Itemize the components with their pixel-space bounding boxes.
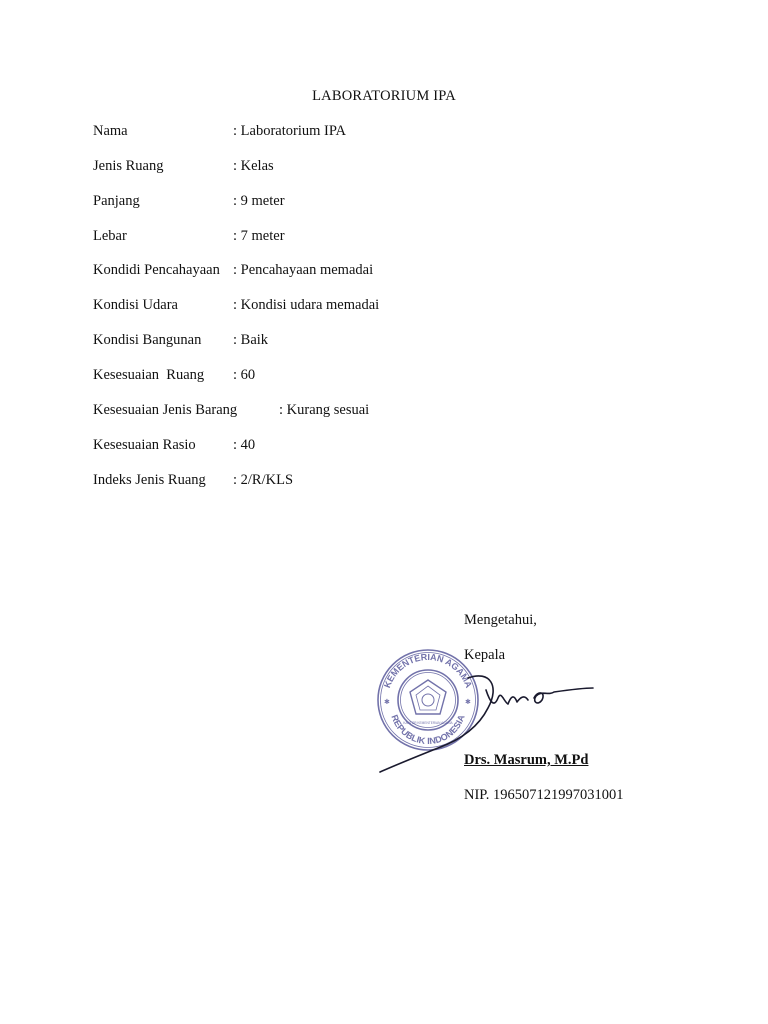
- field-value: : 2/R/KLS: [233, 472, 294, 488]
- field-label: Kondisi Udara: [93, 297, 178, 313]
- field-label: Panjang: [93, 193, 140, 209]
- field-value: : Kondisi udara memadai: [233, 297, 380, 313]
- field-label: Kondisi Bangunan: [93, 332, 202, 348]
- acknowledged-text: Mengetahui,: [464, 612, 537, 628]
- svg-text:KEMENTERIAN AGAMA: KEMENTERIAN AGAMA: [382, 651, 474, 690]
- field-label: Kesesuaian Rasio: [93, 437, 196, 453]
- field-value: : Kelas: [233, 158, 274, 174]
- field-label: Indeks Jenis Ruang: [93, 472, 206, 488]
- field-value: : Laboratorium IPA: [233, 123, 347, 139]
- document-title: LABORATORIUM IPA: [312, 88, 456, 104]
- field-value: : 7 meter: [233, 228, 285, 244]
- position-title: Kepala: [464, 647, 506, 663]
- field-label: Kondidi Pencahayaan: [93, 262, 220, 278]
- field-label: Lebar: [93, 228, 127, 244]
- svg-text:✱: ✱: [465, 698, 471, 706]
- field-value: : Pencahayaan memadai: [233, 262, 374, 278]
- signatory-name: Drs. Masrum, M.Pd: [464, 752, 589, 768]
- field-label: Kesesuaian Ruang: [93, 367, 205, 383]
- field-label: Kesesuaian Jenis Barang: [93, 402, 238, 418]
- svg-text:REPUBLIK INDONESIA: REPUBLIK INDONESIA: [389, 713, 467, 747]
- field-value: : Baik: [233, 332, 269, 348]
- field-value: : 60: [233, 367, 256, 383]
- field-value: : Kurang sesuai: [279, 402, 370, 418]
- field-value: : 9 meter: [233, 193, 285, 209]
- signatory-nip: NIP. 196507121997031001: [464, 787, 624, 803]
- field-label: Jenis Ruang: [93, 158, 164, 174]
- field-value: : 40: [233, 437, 256, 453]
- svg-text:KANTOR KEMENTERIAN AGAMA: KANTOR KEMENTERIAN AGAMA: [403, 721, 453, 725]
- field-label: Nama: [93, 123, 128, 139]
- svg-text:✱: ✱: [384, 698, 390, 706]
